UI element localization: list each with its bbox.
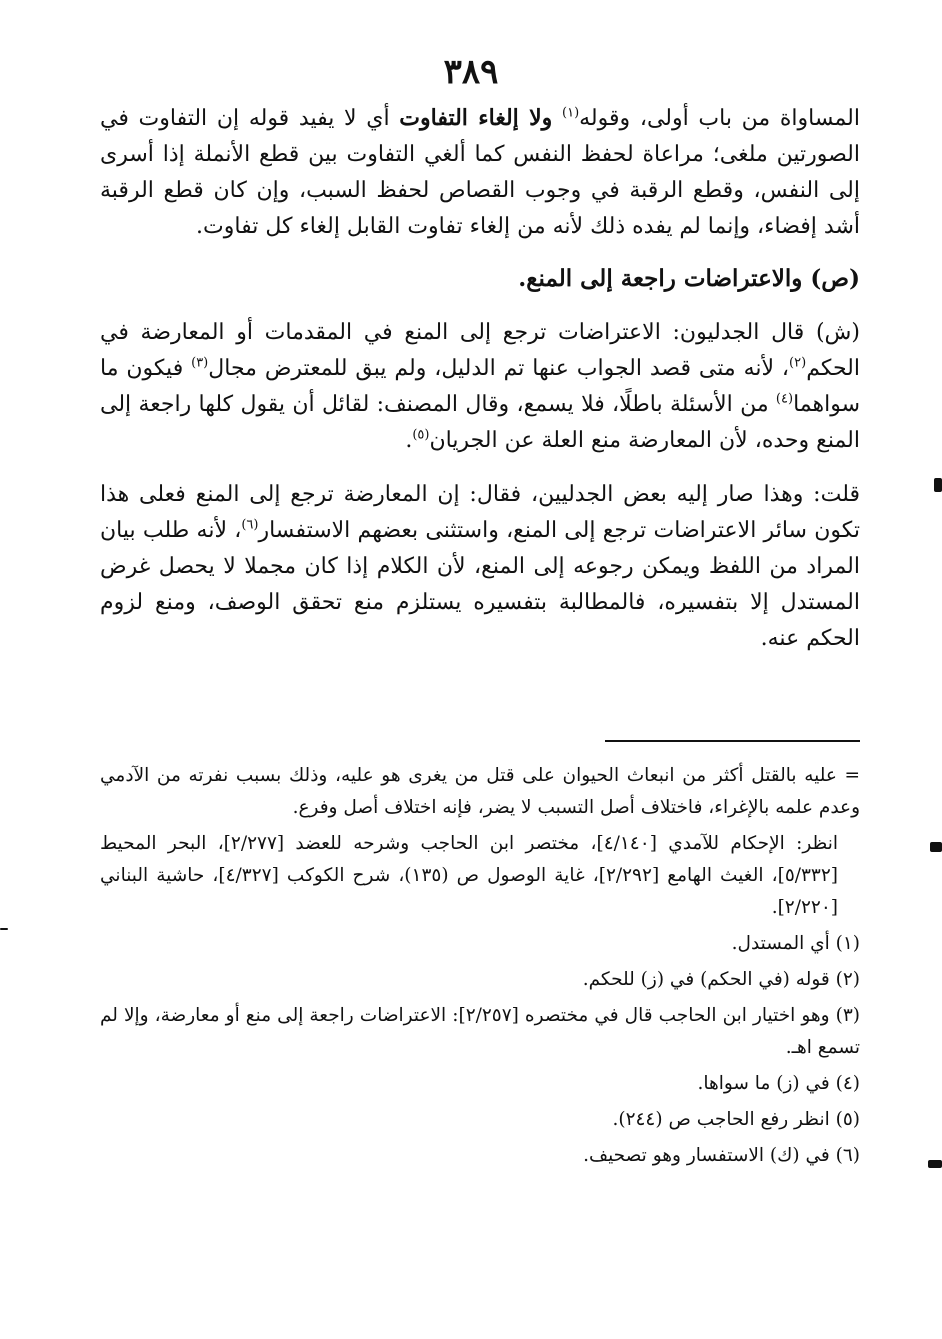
- footnote-ref-4: (٤): [775, 391, 794, 407]
- text-run: المساواة من باب أولى، وقوله: [579, 106, 860, 131]
- bold-phrase: ولا إلغاء التفاوت: [399, 105, 553, 131]
- footnote-3: (٣) وهو اختيار ابن الحاجب قال في مختصره [٢/٢٥٧]: الاعتراضات راجعة إلى منع أو معارضة، وإلا لم تسمع اهـ.: [100, 1005, 860, 1058]
- text-run: من الأسئلة باطلًا، فلا يسمع، وقال المصنف: لقائل أن يقول كلها راجعة إلى المنع وحده، لأن المعارضة منع العلة عن الجريان: [100, 392, 860, 453]
- scan-mark: [0, 928, 8, 930]
- main-text: [100, 100, 860, 657]
- matn-heading: (ص) والاعتراضات راجعة إلى المنع.: [518, 265, 860, 292]
- footnote-ref-3: (٣): [191, 355, 209, 371]
- footnote-2: (٢) قوله (في الحكم) في (ز) للحكم.: [582, 969, 860, 990]
- footnote-ref-6: (٦): [241, 517, 259, 533]
- sharh-paragraph: [100, 315, 860, 459]
- text-run: فيكون ما سواهما: [100, 356, 860, 417]
- text-run: أي لا يفيد قوله إن التفاوت في الصورتين ملغى؛ مراعاة لحفظ النفس كما ألغي التفاوت بين قطع الأنملة إذا أسرى إلى النفس، وقطع الرقبة في وجوب القصاص لحفظ السبب، وإن كان قطع الرقبة أشد إفضاء، وإنما لم يفده ذلك لأنه من إلغاء تفاوت القابل إلغاء كل تفاوت.: [100, 106, 860, 239]
- text-run: .: [405, 428, 413, 453]
- qultu-paragraph: [100, 477, 860, 657]
- footnote-6: (٦) في (ك) الاستفسار وهو تصحيف.: [583, 1145, 860, 1166]
- text-run: قلت: وهذا صار إليه بعض الجدليين، فقال: إن المعارضة ترجع إلى المنع فعلى هذا تكون سائر الاعتراضات ترجع إلى المنع، واستثنى بعضهم الاستفسار: [100, 482, 860, 543]
- footnote-references: انظر: الإحكام للآمدي [٤/١٤٠]، مختصر ابن الحاجب وشرحه للعضد [٢/٢٧٧]، البحر المحيط [٥/٣٣٢]، الغيث الهامع [٢/٢٩٢]، غاية الوصول ص (١٣٥)، شرح الكوكب [٤/٣٢٧]، حاشية البناني [٢/٢٢٠].: [100, 833, 839, 918]
- footnote-ref-5: (٥): [412, 427, 430, 443]
- text-run: [552, 106, 562, 131]
- scan-mark: [928, 1160, 942, 1168]
- scan-mark: [930, 842, 942, 852]
- text-run: (ش) قال الجدليون: الاعتراضات ترجع إلى المنع في المقدمات أو المعارضة في الحكم: [100, 320, 860, 381]
- text-run: ، لأنه طلب بيان المراد من اللفظ ويمكن رجوعه إلى المنع، لأن الكلام إذا كان مجملا لا يحصل غرض المستدل إلا بتفسيره، فالمطالبة بتفسيره يستلزم منع تحقق الوصف، ومنع لزوم الحكم عنه.: [100, 518, 860, 651]
- page-number: ٣٨٩: [443, 52, 499, 92]
- footnotes: [100, 760, 860, 1176]
- footnote-4: (٤) في (ز) ما سواها.: [697, 1073, 860, 1094]
- footnote-5: (٥) انظر رفع الحاجب ص (٢٤٤).: [612, 1109, 860, 1130]
- footnote-continuation: = عليه بالقتل أكثر من انبعاث الحيوان على قتل من يغرى هو عليه، وذلك بسبب نفرته من الآدمي وعدم علمه بالإغراء، فاختلاف أصل التسبب لا يضر، فإنه اختلاف أصل وفرع.: [100, 765, 860, 818]
- footnote-1: (١) أي المستدل.: [731, 933, 860, 954]
- footnote-divider: [605, 740, 860, 742]
- footnote-ref-2: (٢): [789, 355, 807, 371]
- paragraph-1: [100, 100, 860, 245]
- text-run: ، لأنه متى قصد الجواب عنها تم الدليل، ولم يبق للمعترض مجال: [208, 356, 790, 381]
- scan-mark: [934, 478, 942, 492]
- footnote-ref-1: (١): [562, 105, 580, 121]
